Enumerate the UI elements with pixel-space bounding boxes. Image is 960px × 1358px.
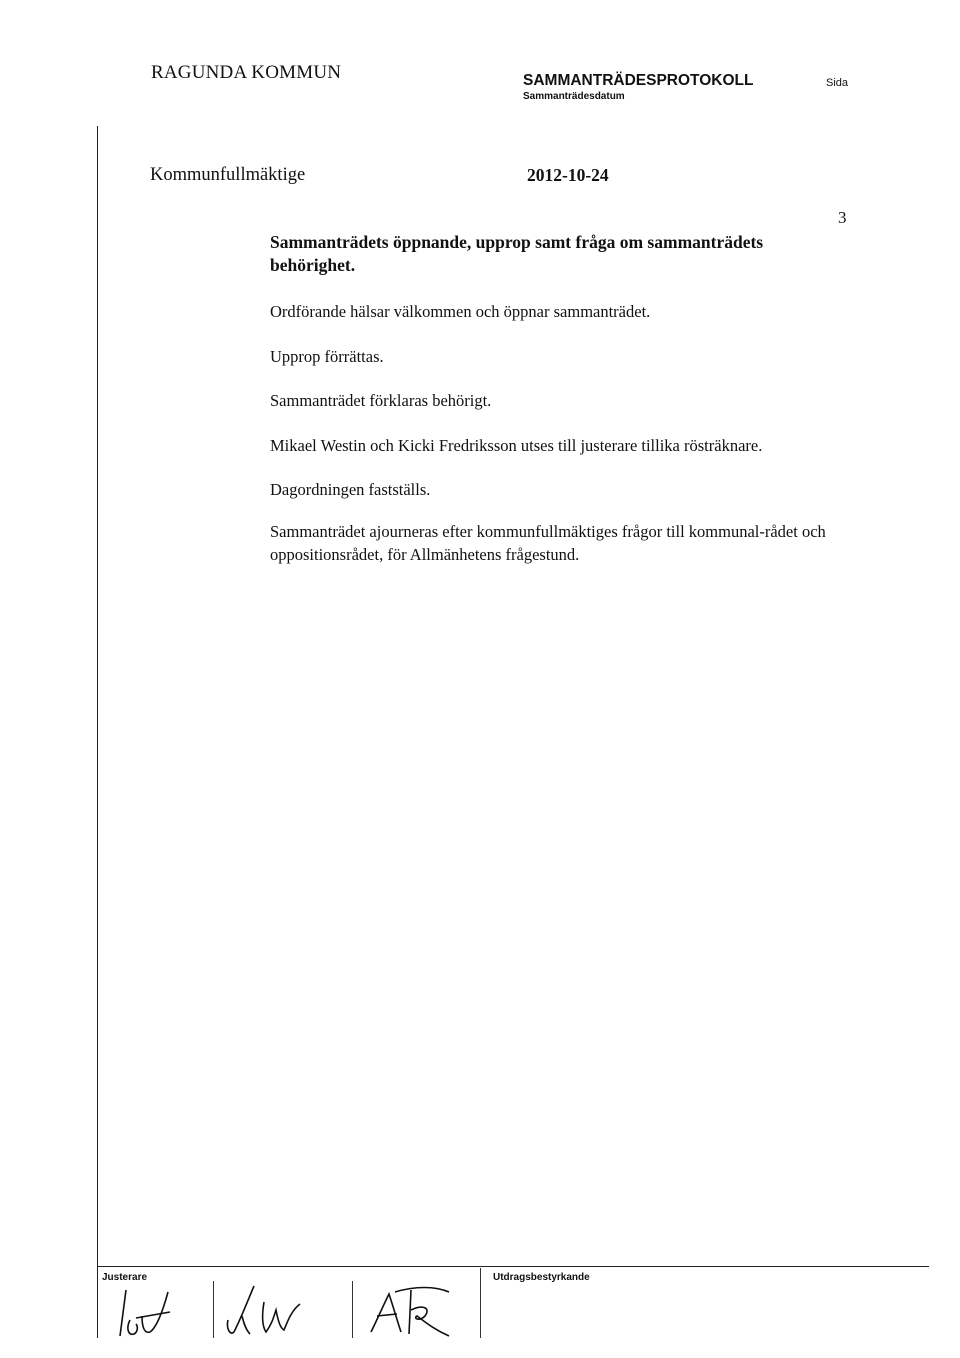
paragraph-number: 3: [838, 208, 847, 227]
signature-2-icon: [220, 1280, 310, 1340]
document-type: SAMMANTRÄDESPROTOKOLL: [523, 72, 754, 89]
paragraph-agenda: Dagordningen fastställs.: [270, 480, 431, 499]
adjusters-label: Justerare: [102, 1272, 148, 1283]
left-margin-rule: [97, 126, 98, 1338]
signature-1-icon: [108, 1280, 198, 1340]
meeting-date: 2012-10-24: [527, 165, 609, 185]
footer-divider: [213, 1281, 214, 1338]
meeting-date-label: Sammanträdesdatum: [523, 91, 625, 102]
footer-divider: [352, 1281, 353, 1338]
meeting-body: Kommunfullmäktige: [150, 165, 306, 185]
page-label: Sida: [826, 77, 849, 89]
footer-rule: [97, 1266, 929, 1267]
organization-name: RAGUNDA KOMMUN: [151, 62, 342, 83]
item-title: Sammanträdets öppnande, upprop samt fråga om sammanträdets behörighet.: [270, 232, 764, 275]
paragraph-adjusters: Mikael Westin och Kicki Fredriksson utses till justerare tillika rösträknare.: [270, 436, 763, 455]
extract-certification-label: Utdragsbestyrkande: [493, 1272, 590, 1283]
footer-divider: [480, 1268, 481, 1338]
paragraph-opening: Ordförande hälsar välkommen och öppnar sammanträdet.: [270, 302, 651, 321]
signature-3-icon: [365, 1280, 465, 1340]
paragraph-quorum: Sammanträdet förklaras behörigt.: [270, 391, 492, 410]
paragraph-adjournment: Sammanträdet ajourneras efter kommunfullmäktiges frågor till kommunal-rådet och oppositionsrådet, för Allmänhetens frågestund.: [270, 522, 826, 564]
paragraph-roll-call: Upprop förrättas.: [270, 347, 384, 366]
